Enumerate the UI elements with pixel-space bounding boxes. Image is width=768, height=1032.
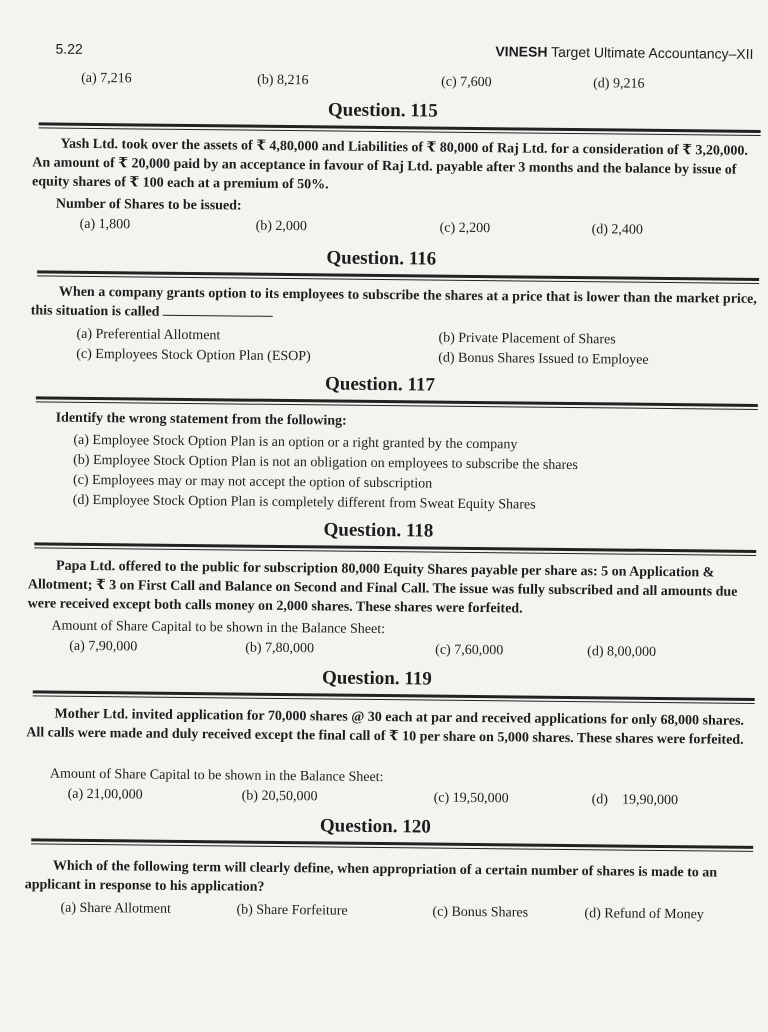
question-text: Identify the wrong statement from the following: bbox=[55, 410, 347, 429]
option-b[interactable]: (b) Share Forfeiture bbox=[236, 902, 348, 919]
option-a[interactable]: (a) 21,00,000 bbox=[67, 786, 143, 803]
option-b[interactable]: (b) 20,50,000 bbox=[241, 788, 318, 805]
question-title: Question. 120 bbox=[319, 815, 431, 838]
question-text: Mother Ltd. invited application for 70,000 shares @ 30 each at par and received applications for only 68,000 shares. All calls were made and duly received except the final call of ₹ 10 per share on 5,000 shares. These shares were forfeited. bbox=[26, 706, 745, 748]
option-a[interactable]: (a) 7,90,000 bbox=[69, 638, 138, 655]
book-title-brand: VINESH bbox=[495, 43, 548, 60]
option-b[interactable]: (b) Private Placement of Shares bbox=[438, 330, 616, 348]
question-options bbox=[0, 638, 761, 668]
question-text: Yash Ltd. took over the assets of ₹ 4,80,000 and Liabilities of ₹ 80,000 of Raj Ltd. for a consideration of ₹ 3,20,000. An amount of ₹ 20,000 paid by an acceptance in favour of Raj Ltd. payable after 3 months and the balance by issue of equity shares of ₹ 100 each at a premium of 50%. bbox=[32, 136, 749, 193]
option-a[interactable]: (a) Preferential Allotment bbox=[76, 326, 221, 344]
question-title: Question. 116 bbox=[326, 247, 437, 270]
question-text: Which of the following term will clearly define, when appropriation of a certain number of shares is made to an applicant in response to his application? bbox=[24, 858, 718, 895]
question-text-body: When a company grants option to its employees to subscribe the shares at a price that is lower than the market price, this situation is called bbox=[30, 284, 757, 320]
option-c[interactable]: (c) 19,50,000 bbox=[433, 790, 509, 807]
option-d[interactable]: (d) 19,90,000 bbox=[591, 792, 679, 809]
option-c[interactable]: (c) Employees may or may not accept the option of subscription bbox=[72, 472, 433, 492]
option-c[interactable]: (c) 7,60,000 bbox=[435, 642, 504, 659]
option-b[interactable]: (b) 8,216 bbox=[257, 72, 309, 89]
option-d[interactable]: (d) 2,400 bbox=[591, 222, 644, 238]
question-options bbox=[0, 786, 760, 816]
question-title: Question. 115 bbox=[327, 99, 438, 122]
question-text bbox=[31, 282, 757, 328]
option-c[interactable]: (c) Employees Stock Option Plan (ESOP) bbox=[76, 346, 311, 365]
q114-options bbox=[0, 70, 767, 100]
option-d[interactable]: (d) Employee Stock Option Plan is completely different from Sweat Equity Shares bbox=[72, 492, 536, 513]
option-a[interactable]: (a) Employee Stock Option Plan is an option or a right granted by the company bbox=[73, 432, 518, 453]
question-options bbox=[0, 900, 759, 930]
answer-blank bbox=[163, 303, 273, 317]
question-title: Question. 118 bbox=[323, 519, 434, 542]
option-a[interactable]: (a) Share Allotment bbox=[60, 900, 171, 917]
question-options bbox=[0, 216, 766, 246]
option-d[interactable]: (d) Bonus Shares Issued to Employee bbox=[438, 350, 649, 368]
page-number: 5.22 bbox=[55, 40, 83, 57]
question-subtext: Amount of Share Capital to be shown in the Balance Sheet: bbox=[49, 766, 384, 786]
option-d[interactable]: (d) 9,216 bbox=[593, 76, 645, 92]
page-header bbox=[0, 38, 768, 68]
question-options bbox=[73, 431, 579, 516]
option-b[interactable]: (b) 2,000 bbox=[255, 218, 308, 235]
option-c[interactable]: (c) Bonus Shares bbox=[432, 904, 529, 921]
option-a[interactable]: (a) 7,216 bbox=[81, 70, 132, 87]
option-d[interactable]: (d) 8,00,000 bbox=[587, 644, 657, 660]
question-subtext: Amount of Share Capital to be shown in the Balance Sheet: bbox=[51, 618, 386, 638]
option-a[interactable]: (a) 1,800 bbox=[79, 216, 131, 233]
option-c[interactable]: (c) 7,600 bbox=[441, 74, 492, 91]
question-subtext: Number of Shares to be issued: bbox=[55, 196, 242, 214]
option-b[interactable]: (b) 7,80,000 bbox=[245, 640, 315, 657]
question-text: Papa Ltd. offered to the public for subscription 80,000 Equity Shares payable per share as: 5 on Application & Allotment; ₹ 3 on First Call and Balance on Second and Final Call. The issue was fully subscribed and all amounts due were received except both calls money on 2,000 shares. These shares were forfeited. bbox=[27, 558, 738, 617]
question-title: Question. 117 bbox=[324, 373, 436, 396]
question-title: Question. 119 bbox=[321, 667, 432, 690]
option-d[interactable]: (d) Refund of Money bbox=[584, 906, 704, 923]
option-b[interactable]: (b) Employee Stock Option Plan is not an obligation on employees to subscribe the shares bbox=[73, 452, 578, 474]
book-title bbox=[495, 43, 753, 62]
option-c[interactable]: (c) 2,200 bbox=[439, 220, 491, 237]
book-title-rest: Target Ultimate Accountancy–XII bbox=[547, 43, 754, 62]
